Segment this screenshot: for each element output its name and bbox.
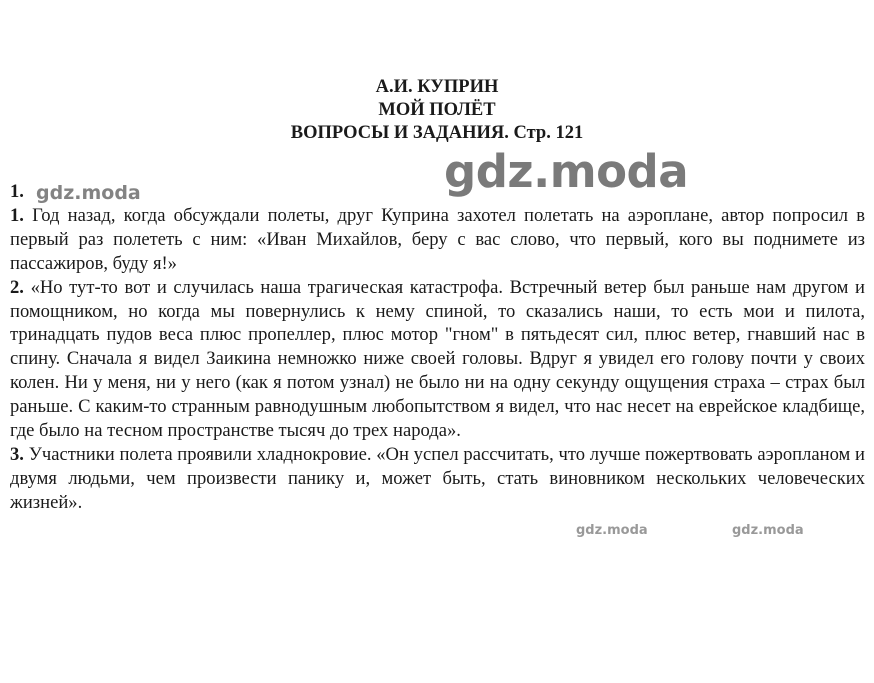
subtitle-heading: ВОПРОСЫ И ЗАДАНИЯ. Стр. 121 [290,123,584,143]
answer-paragraph [10,443,865,515]
watermark-small: gdz.moda [36,182,141,204]
answer-paragraph [10,204,865,276]
answer-paragraph [10,276,865,443]
answers-body [10,180,865,515]
watermark-small: gdz.moda [732,523,804,538]
document-header [0,76,874,145]
answer-number: 1. [10,204,24,226]
answer-text: Год назад, когда обсуждали полеты, друг Куприна захотел полетать на аэроплане, автор попросил в первый раз полететь с ним: «Иван Михайлов, беру с вас слово, что первый, кого вы поднимете из пассажиров, буду я!» [10,204,866,274]
author-heading: А.И. КУПРИН [375,77,499,97]
answer-text: «Но тут-то вот и случилась наша трагическая катастрофа. Встречный ветер был раньше нам другом и помощником, но когда мы повернулись к нему спиной, то сказались наши, то есть мои и пилота, тринадцать пудов веса плюс пропеллер, плюс мотор "гном" в пятьдесят сил, плюс ветер, гнавший нас в спину. Сначала я видел Заикина немножко ниже своей головы. Вдруг я увидел его голову почти у своих колен. Ни у меня, ни у него (как я потом узнал) не было ни на одну секунду ощущения страха – страх был раньше. С каким-то странным равнодушным любопытством я видел, что нас несет на еврейское кладбище, где было на тесном пространстве тысяч до трех народа». [10,276,865,442]
answer-number: 3. [10,443,24,465]
answer-text: Участники полета проявили хладнокровие. «Он успел рассчитать, что лучше пожертвовать аэропланом и двумя людьми, чем произвести панику и, может быть, стать виновником нескольких человеческих жизней». [10,443,865,513]
watermark-small: gdz.moda [576,523,648,538]
section-number: 1. [10,181,24,202]
answer-number: 2. [10,276,24,298]
watermark-large: gdz.moda [444,145,689,198]
title-heading: МОЙ ПОЛЁТ [378,100,496,120]
